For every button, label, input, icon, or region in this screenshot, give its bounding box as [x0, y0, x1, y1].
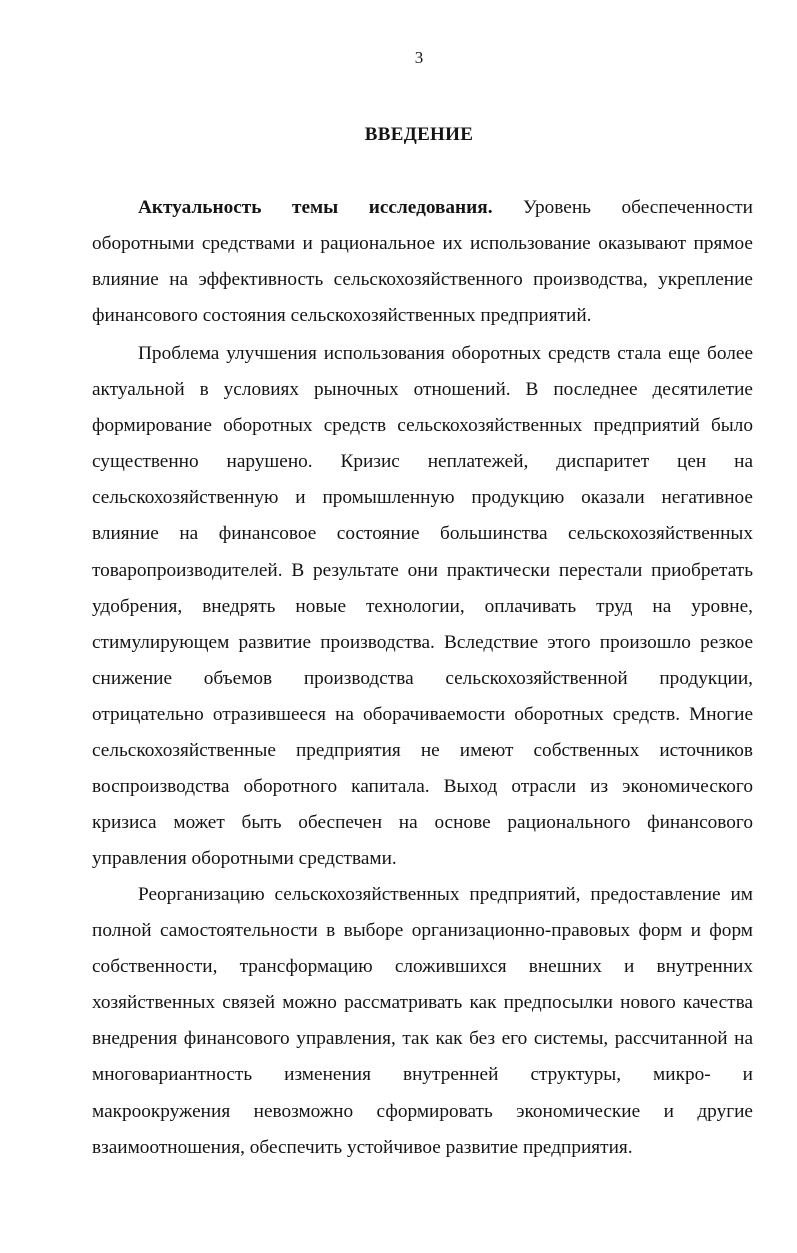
section-title: ВВЕДЕНИЕ [364, 124, 474, 145]
paragraph-problem [92, 336, 753, 877]
paragraph-text: Проблема улучшения использования оборотных средств стала еще более актуальной в условиях рыночных отношений. В последнее десятилетие формирование оборотных средств сельскохозяйственных предприятий было существенно нарушено. Кризис неплатежей, диспаритет цен на сельскохозяйственную и промышленную продукцию оказали негативное влияние на финансовое состояние большинства сельскохозяйственных товаропроизводителей. В результате они практически перестали приобретать удобрения, внедрять новые технологии, оплачивать труд на уровне, стимулирующем развитие производства. Вследствие этого произошло резкое снижение объемов производства сельскохозяйственной продукции, отрицательно отразившееся на оборачиваемости оборотных средств. Многие сельскохозяйственные предприятия не имеют собственных источников воспроизводства оборотного капитала. Выход отрасли из экономического кризиса может быть обеспечен на основе рационального финансового управления оборотными средствами. [92, 343, 753, 870]
paragraph-relevance [92, 190, 753, 334]
paragraph-text: Реорганизацию сельскохозяйственных предприятий, предоставление им полной самостоятельности в выборе организационно-правовых форм и форм собственности, трансформацию сложившихся внешних и внутренних хозяйственных связей можно рассматривать как предпосылки нового качества внедрения финансового управления, так как без его системы, рассчитанной на многовариантность изменения внутренней структуры, микро- и макроокружения невозможно сформировать экономические и другие взаимоотношения, обеспечить устойчивое развитие предприятия. [92, 884, 753, 1158]
page-number: 3 [414, 48, 424, 67]
paragraph-text: Уровень обеспеченности оборотными средствами и рациональное их использование оказывают прямое влияние на эффективность сельскохозяйственного производства, укрепление финансового состояния сельскохозяйственных предприятий. [92, 197, 753, 327]
paragraph [92, 190, 753, 334]
paragraph-reorganization [92, 877, 753, 1166]
paragraph-lead: Актуальность темы исследования. [138, 197, 493, 218]
